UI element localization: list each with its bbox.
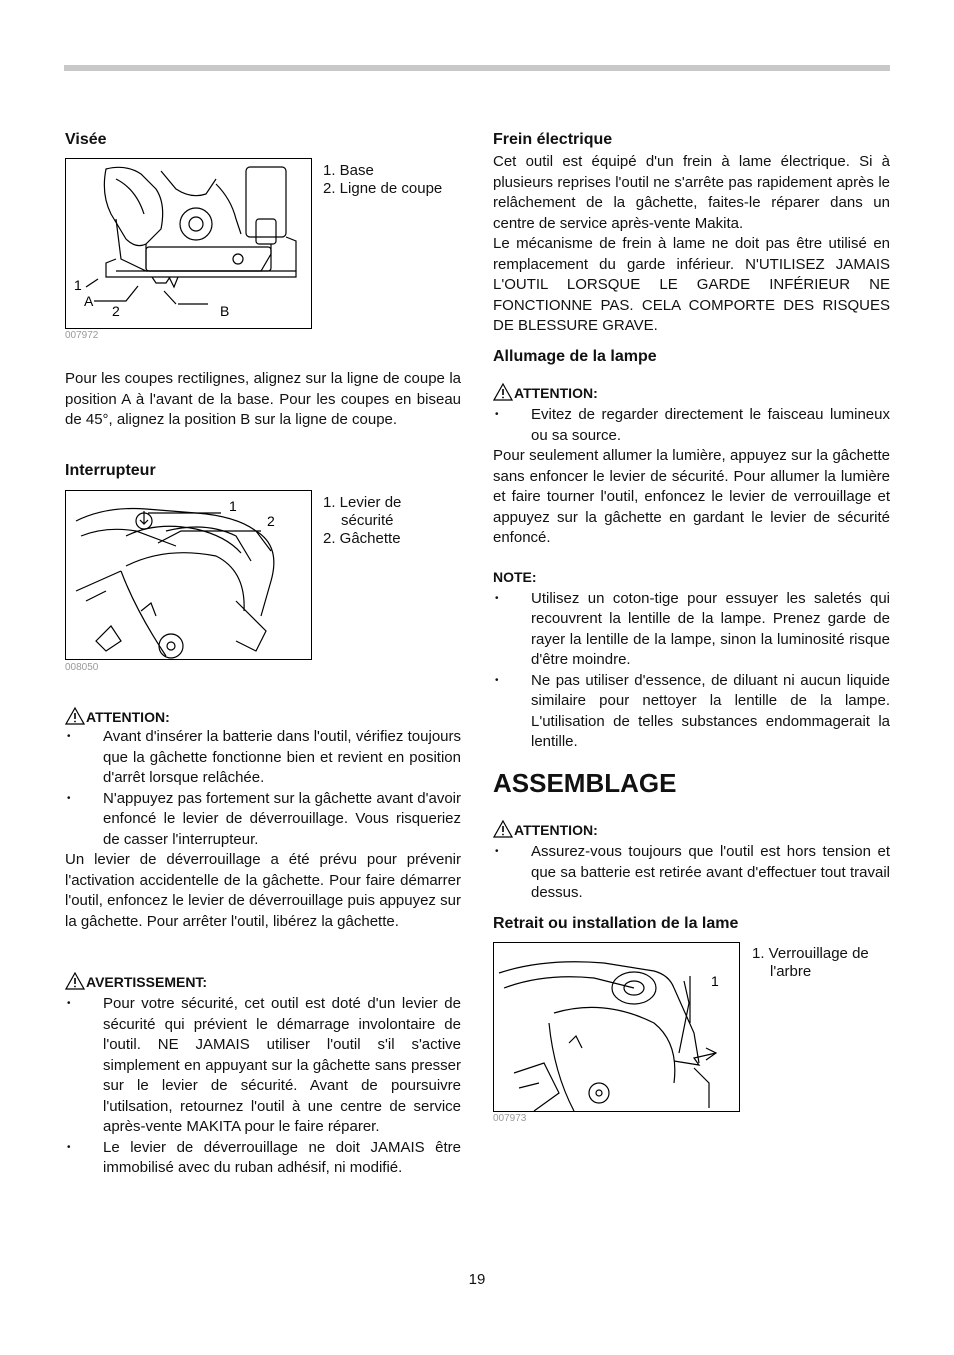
warning-triangle-icon bbox=[65, 707, 85, 725]
list-item: • Pour votre sécurité, cet outil est doté d'un levier de sécurité qui prévient le démarrage involontaire de l'outil. NE JAMAIS utiliser l'outil s'il s'active simplement en appuyant sur la gâchette sans presser sur le levier de sécurité. Avant de poursuivre l'utilsation, retournez l'outil à une centre de service après-vente MAKITA pour le faire réparer. bbox=[65, 994, 461, 1138]
attention-label: ATTENTION: bbox=[493, 381, 890, 401]
legend-item: 1. Verrouillage de bbox=[752, 945, 869, 962]
warning-triangle-icon bbox=[493, 383, 513, 401]
list-item: • Avant d'insérer la batterie dans l'outil, vérifiez toujours que la gâchette fonctionne bien et revient en position d'arrêt lorsque relâchée. bbox=[65, 727, 461, 789]
figure-code: 007973 bbox=[493, 1113, 527, 1124]
warning-triangle-icon bbox=[493, 820, 513, 838]
figure-interrupteur bbox=[65, 490, 312, 660]
figure-label-1: 1 bbox=[711, 973, 719, 989]
lampe-block bbox=[493, 381, 890, 753]
figure-label-b: B bbox=[220, 303, 230, 319]
interrupteur-text: Un levier de déverrouillage a été prévu pour prévenir l'activation accidentelle de la gâchette. Pour faire démarrer l'outil, enfoncez le levier de déverrouillage puis appuyez sur la gâchette. Pour arrêter l'outil, libérez la gâchette. bbox=[65, 851, 461, 930]
attention-list bbox=[65, 727, 461, 850]
attention-block-1 bbox=[65, 705, 461, 932]
avertissement-list bbox=[65, 994, 461, 1179]
figure-code: 007972 bbox=[65, 330, 99, 341]
legend-item: 2. Ligne de coupe bbox=[323, 180, 443, 197]
section-title-assemblage: ASSEMBLAGE bbox=[493, 768, 677, 798]
heading-retrait: Retrait ou installation de la lame bbox=[493, 915, 739, 932]
list-item: • Assurez-vous toujours que l'outil est hors tension et que sa batterie est retirée avant d'effectuer tout travail dessus. bbox=[493, 842, 890, 904]
note-list bbox=[493, 589, 890, 753]
attention-list bbox=[493, 405, 890, 446]
heading-frein: Frein électrique bbox=[493, 131, 613, 148]
legend-item-cont: l'arbre bbox=[770, 963, 812, 980]
lampe-text: Pour seulement allumer la lumière, appuyez sur la gâchette sans enfoncer le levier de sécurité. Pour allumer la lumière et faire tourner l'outil, enfoncez le levier de verrouillage et appuyez sur la gâchette en gardant le levier de sécurité enfoncé. bbox=[493, 447, 890, 546]
list-item: • Ne pas utiliser d'essence, de diluant ni aucun liquide similaire pour nettoyer la lentille de la lampe. L'utilisation de telles substances endommagerait la lentille. bbox=[493, 671, 890, 753]
note-label: NOTE: bbox=[493, 568, 537, 585]
list-item: • Evitez de regarder directement le faisceau lumineux ou sa source. bbox=[493, 405, 890, 446]
avertissement-label: AVERTISSEMENT: bbox=[65, 970, 461, 990]
heading-interrupteur: Interrupteur bbox=[65, 462, 156, 479]
figure-code: 008050 bbox=[65, 662, 99, 673]
heading-visee: Visée bbox=[65, 131, 107, 148]
figure-label-1: 1 bbox=[74, 277, 82, 293]
heading-lampe: Allumage de la lampe bbox=[493, 348, 657, 365]
legend-interrupteur bbox=[323, 494, 401, 548]
figure-label-a: A bbox=[84, 293, 94, 309]
legend-visee bbox=[323, 162, 442, 198]
list-item: • N'appuyez pas fortement sur la gâchette avant d'avoir enfoncé le levier de déverrouillage. Vous risqueriez de casser l'interrupteur. bbox=[65, 789, 461, 851]
page-number: 19 bbox=[468, 1271, 486, 1288]
legend-item-cont: sécurité bbox=[341, 512, 394, 529]
frein-text-2: Le mécanisme de frein à lame ne doit pas être utilisé en remplacement du garde inférieur. N'UTILISEZ JAMAIS L'OUTIL LORSQUE LE GARDE INFÉRIEUR NE FONCTIONNE PAS. CELA COMPORTE DES RISQUES DE BLESSURE GRAVE. bbox=[493, 235, 890, 334]
figure-retrait bbox=[493, 942, 740, 1112]
assemblage-attention-block bbox=[493, 818, 890, 904]
attention-label: ATTENTION: bbox=[493, 818, 890, 838]
frein-text-1: Cet outil est équipé d'un frein à lame électrique. Si à plusieurs reprises l'outil ne s'arrête pas rapidement après le relâchement de la gâchette, faites-le réparer dans un centre de service après-vente Makita. bbox=[493, 153, 890, 232]
figure-label-2: 2 bbox=[267, 513, 275, 529]
avertissement-block bbox=[65, 970, 461, 1179]
list-item: • Utilisez un coton-tige pour essuyer les saletés qui recouvrent la lentille de la lampe. Prenez garde de rayer la lentille de la lampe, sinon la luminosité risque d'être moindre. bbox=[493, 589, 890, 671]
header-rule bbox=[64, 65, 890, 71]
legend-retrait bbox=[752, 945, 869, 981]
attention-label: ATTENTION: bbox=[65, 705, 461, 725]
legend-item: 1. Base bbox=[323, 162, 374, 179]
frein-block bbox=[493, 152, 890, 337]
legend-item: 1. Levier de bbox=[323, 494, 402, 511]
attention-list bbox=[493, 842, 890, 904]
list-item: • Le levier de déverrouillage ne doit JAMAIS être immobilisé avec du ruban adhésif, ni modifié. bbox=[65, 1138, 461, 1179]
visee-text: Pour les coupes rectilignes, alignez sur la ligne de coupe la position A à l'avant de la base. Pour les coupes en biseau de 45°, alignez la position B sur la ligne de coupe. bbox=[65, 370, 461, 428]
figure-label-2: 2 bbox=[112, 303, 120, 319]
legend-item: 2. Gâchette bbox=[323, 530, 401, 547]
figure-visee bbox=[65, 158, 312, 329]
warning-triangle-icon bbox=[65, 972, 85, 990]
figure-label-1: 1 bbox=[229, 498, 237, 514]
